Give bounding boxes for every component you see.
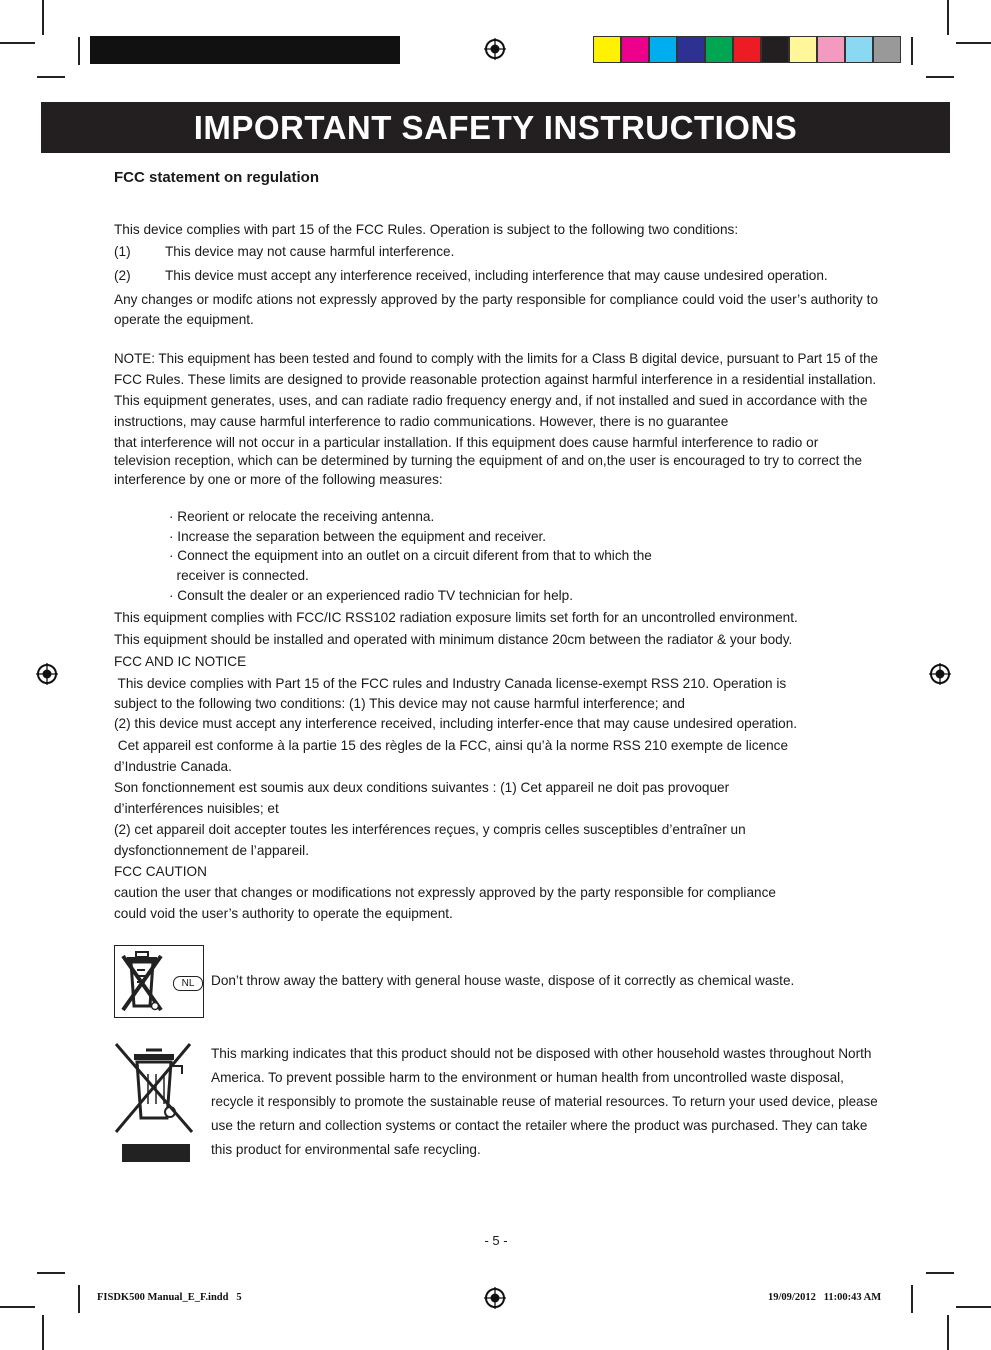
list-item: · Consult the dealer or an experienced radio TV technician for help. — [169, 588, 574, 603]
notice-line: (2) this device must accept any interference received, including interfer-ence that may cause undesired operation. — [114, 716, 798, 731]
color-swatch — [873, 36, 901, 63]
weee-line: recycle it responsibly to promote the sustainable reuse of material resources. To return your used device, please — [211, 1094, 878, 1109]
note-line: interference by one or more of the following measures: — [114, 472, 443, 487]
notice-line: This equipment complies with FCC/IC RSS102 radiation exposure limits set forth for an uncontrolled environment. — [114, 610, 798, 625]
notice-line: caution the user that changes or modifications not expressly approved by the party responsible for compliance — [114, 885, 776, 900]
list-item: receiver is connected. — [169, 568, 309, 583]
note-line: This equipment generates, uses, and can radiate radio frequency energy and, if not installed and sued in accordance with the — [114, 393, 868, 408]
color-swatch — [593, 36, 621, 63]
color-swatch — [677, 36, 705, 63]
condition-text: This device may not cause harmful interference. — [165, 244, 455, 259]
color-swatch — [845, 36, 873, 63]
nl-badge: NL — [173, 976, 203, 991]
crossed-bin-icon — [112, 1040, 194, 1166]
color-swatch — [621, 36, 649, 63]
notice-line: This equipment should be installed and operated with minimum distance 20cm between the radiator & your body. — [114, 632, 793, 647]
notice-line: (2) cet appareil doit accepter toutes les interférences reçues, y compris celles susceptibles d’entraîner un — [114, 822, 746, 837]
battery-text: Don’t throw away the battery with general house waste, dispose of it correctly as chemical waste. — [211, 973, 795, 988]
list-item: · Reorient or relocate the receiving antenna. — [169, 509, 435, 524]
print-timestamp: 19/09/2012 11:00:43 AM — [768, 1292, 882, 1303]
condition-1 — [114, 242, 878, 262]
fcc-intro: This device complies with part 15 of the FCC Rules. Operation is subject to the following two conditions: — [114, 222, 739, 237]
page-title: IMPORTANT SAFETY INSTRUCTIONS — [41, 102, 950, 153]
color-swatch — [705, 36, 733, 63]
list-item: · Increase the separation between the equipment and receiver. — [169, 529, 547, 544]
notice-line: d’interférences nuisibles; et — [114, 801, 279, 816]
note-line: FCC Rules. These limits are designed to provide reasonable protection against harmful interference in a residential installation. — [114, 372, 877, 387]
weee-line: use the return and collection systems or contact the retailer where the product was purchased. They can take — [211, 1118, 868, 1133]
weee-line: this product for environmental safe recycling. — [211, 1142, 481, 1157]
color-swatch — [817, 36, 845, 63]
note-line: instructions, may cause harmful interference to radio communications. However, there is no guarantee — [114, 414, 729, 429]
condition-number: (2) — [114, 268, 131, 283]
notice-line: subject to the following two conditions: (1) This device may not cause harmful interference; and — [114, 696, 685, 711]
notice-line: This device complies with Part 15 of the FCC rules and Industry Canada license-exempt RSS 210. Operation is — [114, 676, 787, 691]
weee-line: This marking indicates that this product should not be disposed with other household wastes throughout North — [211, 1046, 872, 1061]
black-density-bar — [90, 36, 400, 64]
changes-paragraph: Any changes or modifc ations not expressly approved by the party responsible for compliance could void the user’s authority to operate the equipment. — [114, 292, 878, 327]
color-swatch — [733, 36, 761, 63]
registration-mark-left-icon — [36, 663, 58, 685]
list-item: · Connect the equipment into an outlet on a circuit diferent from that to which the — [169, 548, 652, 563]
file-name: FISDK500 Manual_E_F.indd 5 — [97, 1292, 242, 1303]
notice-line: Cet appareil est conforme à la partie 15 des règles de la FCC, ainsi qu’à la norme RSS 210 exempte de licence — [114, 738, 789, 753]
condition-text: This device must accept any interference received, including interference that may cause undesired operation. — [165, 268, 828, 283]
note-line: that interference will not occur in a particular installation. If this equipment does cause harmful interference to radio or — [114, 435, 819, 450]
color-swatch — [649, 36, 677, 63]
section-heading: FCC statement on regulation — [114, 169, 320, 186]
weee-line: America. To prevent possible harm to the environment or human health from uncontrolled waste disposal, — [211, 1070, 844, 1085]
notice-line: d’Industrie Canada. — [114, 759, 232, 774]
registration-mark-bottom-icon — [484, 1287, 506, 1309]
color-swatch — [761, 36, 789, 63]
page-number: - 5 - — [484, 1233, 508, 1248]
note-line: NOTE: This equipment has been tested and found to comply with the limits for a Class B digital device, pursuant to Part 15 of the — [114, 351, 879, 366]
battery-disposal-icon — [114, 945, 204, 1018]
condition-number: (1) — [114, 244, 131, 259]
note-line: television reception, which can be determined by turning the equipment of and on,the user is encouraged to try to correct the — [114, 453, 863, 468]
color-swatch — [789, 36, 817, 63]
notice-line: FCC CAUTION — [114, 864, 207, 879]
notice-line: dysfonctionnement de l’appareil. — [114, 843, 309, 858]
notice-line: could void the user’s authority to operate the equipment. — [114, 906, 453, 921]
notice-line: FCC AND IC NOTICE — [114, 654, 247, 669]
condition-2 — [114, 266, 878, 286]
notice-line: Son fonctionnement est soumis aux deux conditions suivantes : (1) Cet appareil ne doit pas provoquer — [114, 780, 730, 795]
registration-mark-top-icon — [484, 38, 506, 60]
registration-mark-right-icon — [929, 663, 951, 685]
